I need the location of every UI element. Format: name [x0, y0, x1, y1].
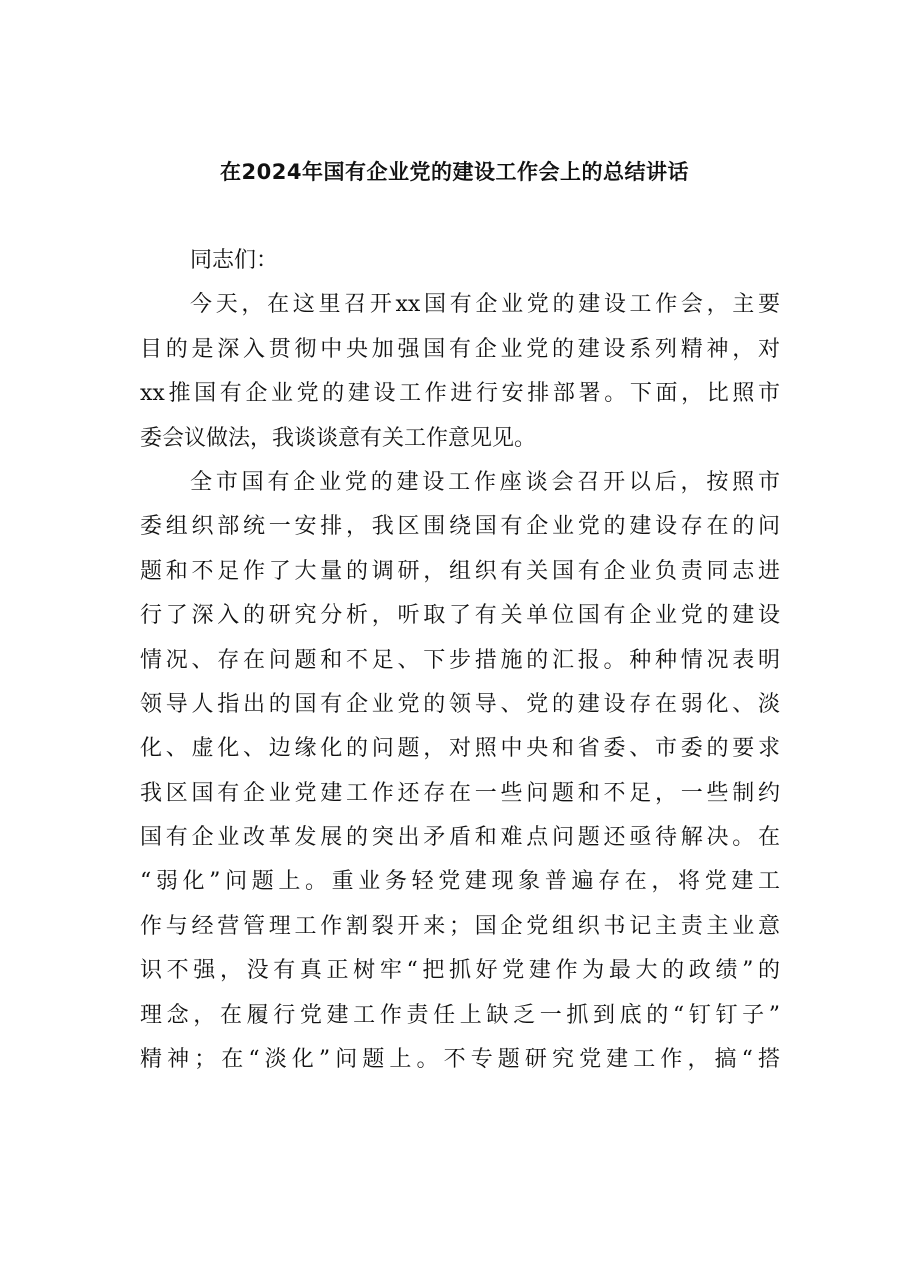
body-line: 目的是深入贯彻中央加强国有企业党的建设系列精神，对	[140, 336, 780, 362]
body-line: “弱化”问题上。重业务轻党建现象普遍存在，将党建工	[140, 869, 780, 895]
body-line: 我区国有企业党建工作还存在一些问题和不足，一些制约	[140, 780, 780, 806]
body-line: xx推国有企业党的建设工作进行安排部署。下面，比照市	[140, 381, 780, 407]
body-line: 化、虚化、边缘化的问题，对照中央和省委、市委的要求	[140, 736, 780, 762]
document-title: 在2024年国有企业党的建设工作会上的总结讲话	[220, 160, 689, 184]
body-line: 领导人指出的国有企业党的领导、党的建设存在弱化、淡	[140, 691, 780, 717]
body-line: 国有企业改革发展的突出矛盾和难点问题还亟待解决。在	[140, 825, 780, 851]
body-line: 全市国有企业党的建设工作座谈会召开以后，按照市	[190, 469, 780, 495]
body-line: 委组织部统一安排，我区围绕国有企业党的建设存在的问	[140, 514, 780, 540]
body-line: 识不强，没有真正树牢“把抓好党建作为最大的政绩”的	[140, 958, 780, 984]
document-body	[140, 239, 780, 1082]
body-line: 委会议做法，我谈谈意有关工作意见见。	[140, 425, 537, 451]
body-line: 精神；在“淡化”问题上。不专题研究党建工作，搞“搭	[140, 1047, 780, 1073]
body-line: 情况、存在问题和不足、下步措施的汇报。种种情况表明	[140, 647, 780, 673]
body-line: 今天，在这里召开xx国有企业党的建设工作会，主要	[190, 292, 780, 318]
body-line: 理念，在履行党建工作责任上缺乏一抓到底的“钉钉子”	[140, 1002, 780, 1028]
body-line: 题和不足作了大量的调研，组织有关国有企业负责同志进	[140, 558, 780, 584]
salutation: 同志们：	[190, 248, 279, 273]
body-line: 作与经营管理工作割裂开来；国企党组织书记主责主业意	[140, 913, 780, 939]
body-line: 行了深入的研究分析，听取了有关单位国有企业党的建设	[140, 603, 780, 629]
